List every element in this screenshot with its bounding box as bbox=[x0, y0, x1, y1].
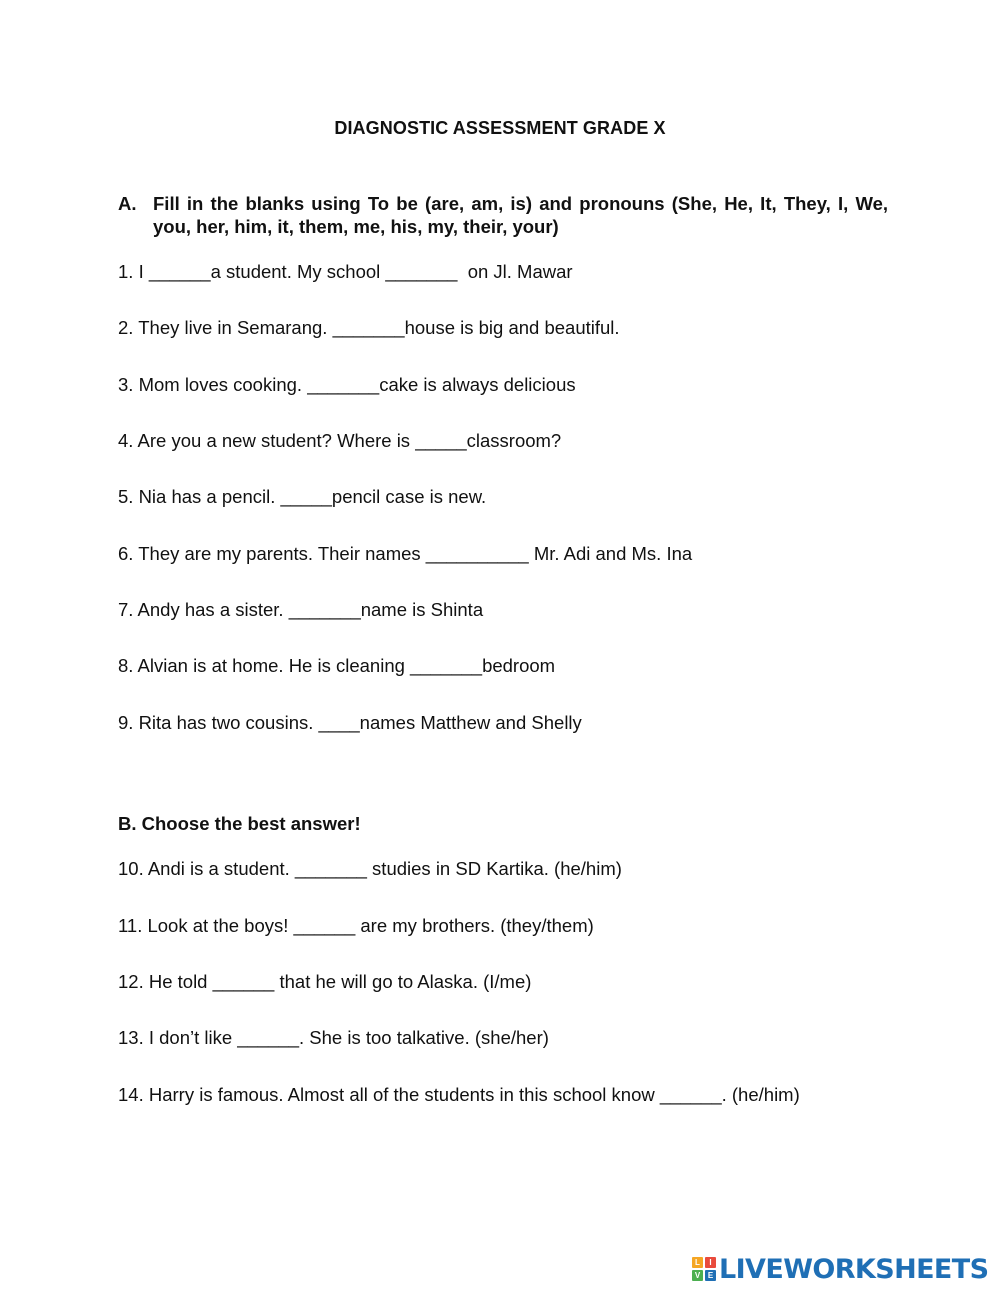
question-2: 2. They live in Semarang. _______house is big and beautiful. bbox=[118, 317, 620, 338]
question-4: 4. Are you a new student? Where is _____classroom? bbox=[118, 430, 562, 451]
question-6: 6. They are my parents. Their names __________ Mr. Adi and Ms. Ina bbox=[118, 543, 693, 564]
question-3: 3. Mom loves cooking. _______cake is always delicious bbox=[118, 374, 576, 395]
question-5: 5. Nia has a pencil. _____pencil case is new. bbox=[118, 486, 487, 507]
question-10: 10. Andi is a student. _______ studies in SD Kartika. (he/him) bbox=[118, 858, 622, 879]
page-title: DIAGNOSTIC ASSESSMENT GRADE X bbox=[334, 118, 666, 138]
section-a-instructions bbox=[118, 192, 888, 238]
question-12: 12. He told ______ that he will go to Alaska. (I/me) bbox=[118, 971, 532, 992]
liveworksheets-logo-icon bbox=[692, 1257, 716, 1281]
section-a-letter: A. bbox=[118, 193, 137, 214]
logo-mark-tile: V bbox=[692, 1270, 703, 1281]
logo-mark-tile: L bbox=[692, 1257, 703, 1268]
logo-mark-tile: I bbox=[705, 1257, 716, 1268]
logo-text: LIVEWORKSHEETS bbox=[719, 1253, 989, 1285]
question-14: 14. Harry is famous. Almost all of the students in this school know ______. (he/him) bbox=[118, 1084, 800, 1105]
question-8: 8. Alvian is at home. He is cleaning _______bedroom bbox=[118, 655, 556, 676]
question-13: 13. I don’t like ______. She is too talkative. (she/her) bbox=[118, 1027, 549, 1048]
section-b-heading: B. Choose the best answer! bbox=[118, 813, 361, 834]
liveworksheets-logo bbox=[692, 1254, 988, 1284]
section-a-instruction-text: Fill in the blanks using To be (are, am, is) and pronouns (She, He, It, They, I, We, you, her, him, it, them, me, his, my, their, your) bbox=[153, 193, 888, 237]
question-1: 1. I ______a student. My school _______ on Jl. Mawar bbox=[118, 261, 573, 282]
question-11: 11. Look at the boys! ______ are my brothers. (they/them) bbox=[118, 915, 594, 936]
question-9: 9. Rita has two cousins. ____names Matthew and Shelly bbox=[118, 712, 582, 733]
logo-mark-tile: E bbox=[705, 1270, 716, 1281]
question-7: 7. Andy has a sister. _______name is Shinta bbox=[118, 599, 484, 620]
